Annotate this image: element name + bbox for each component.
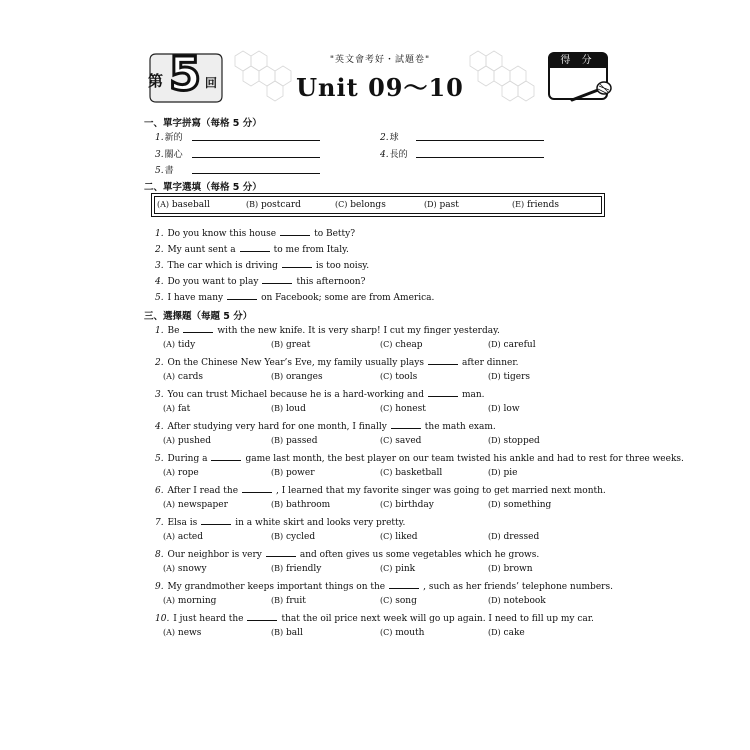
mcq-option[interactable]: (B) bathroom [271,500,331,510]
mcq-question-8: 8. Our neighbor is very and often gives us some vegetables which he grows. [155,550,540,560]
mcq-option[interactable]: (B) great [271,340,311,350]
answer-blank[interactable] [240,243,270,252]
item-number: 2. [380,133,389,143]
fill-sentence-2: 2. My aunt sent a to me from Italy. [155,245,349,255]
mcq-option[interactable]: (C) song [380,596,417,606]
mcq-option[interactable]: (B) friendly [271,564,322,574]
answer-blank[interactable] [242,484,272,493]
mcq-option[interactable]: (D) notebook [488,596,546,606]
mcq-option[interactable]: (A) cards [163,372,203,382]
mcq-question-9: 9. My grandmother keeps important things on the , such as her friends’ telephone numbers. [155,582,613,592]
mcq-question-6: 6. After I read the , I learned that my favorite singer was going to get married next month. [155,486,606,496]
spelling-answer-line-4[interactable] [416,157,544,158]
mcq-option[interactable]: (C) pink [380,564,416,574]
mcq-option[interactable]: (B) power [271,468,315,478]
fill-sentence-4: 4. Do you want to play this afternoon? [155,277,366,287]
unit-title: Unit 09～10 [296,73,464,102]
answer-blank[interactable] [428,356,458,365]
item-number: 1. [155,133,164,143]
mcq-question-1: 1. Be with the new knife. It is very sharp! I cut my finger yesterday. [155,326,500,336]
mcq-question-10: 10. I just heard the that the oil price next week will go up again. I need to fill up my car. [155,614,594,624]
mcq-option[interactable]: (B) passed [271,436,318,446]
answer-blank[interactable] [247,612,277,621]
spelling-item-5 [155,163,174,176]
mcq-option[interactable]: (D) stopped [488,436,540,446]
section2-title: 二、單字選填（每格 5 分） [144,182,262,193]
score-label: 得 分 [550,54,606,68]
mcq-option[interactable]: (D) low [488,404,520,414]
mcq-option[interactable]: (A) pushed [163,436,211,446]
answer-blank[interactable] [201,516,231,525]
mcq-option[interactable]: (A) morning [163,596,217,606]
mcq-option[interactable]: (A) acted [163,532,204,542]
section1-title: 一、單字拼寫（每格 5 分） [144,118,262,129]
mcq-option[interactable]: (B) fruit [271,596,306,606]
series-title: "英文會考好・試題卷" [329,55,431,65]
mcq-option[interactable]: (C) cheap [380,340,423,350]
item-number: 5. [155,166,164,176]
mcq-option[interactable]: (A) tidy [163,340,196,350]
fill-sentence-3: 3. The car which is driving is too noisy. [155,261,370,271]
section3-title: 三、選擇題（每題 5 分） [144,311,253,322]
item-label: 球 [389,133,399,143]
mcq-option[interactable]: (C) honest [380,404,426,414]
mcq-option[interactable]: (D) tigers [488,372,531,382]
spelling-item-3 [155,147,183,160]
word-bank-item: (E) friends [512,200,559,210]
mcq-question-3: 3. You can trust Michael because he is a hard-working and man. [155,390,485,400]
answer-blank[interactable] [389,580,419,589]
item-number: 4. [380,150,389,160]
word-bank-item: (D) past [424,200,459,210]
mcq-option[interactable]: (C) saved [380,436,422,446]
mcq-option[interactable]: (C) liked [380,532,418,542]
mcq-option[interactable]: (B) ball [271,628,303,638]
microphone-icon [568,80,614,104]
mcq-option[interactable]: (C) birthday [380,500,434,510]
mcq-option[interactable]: (A) fat [163,404,191,414]
mcq-option[interactable]: (D) pie [488,468,518,478]
round-prefix: 第 [148,72,164,90]
mcq-option[interactable]: (A) snowy [163,564,207,574]
spelling-item-1 [155,130,183,143]
answer-blank[interactable] [211,452,241,461]
mcq-option[interactable]: (C) basketball [380,468,443,478]
answer-blank[interactable] [428,388,458,397]
item-label: 關心 [164,150,183,160]
mcq-option[interactable]: (C) mouth [380,628,425,638]
fill-sentence-1: 1. Do you know this house to Betty? [155,229,356,239]
mcq-option[interactable]: (A) news [163,628,202,638]
spelling-item-4 [380,147,408,160]
mcq-question-7: 7. Elsa is in a white skirt and looks very pretty. [155,518,406,528]
spelling-answer-line-2[interactable] [416,140,544,141]
answer-blank[interactable] [391,420,421,429]
item-label: 長的 [389,150,408,160]
answer-blank[interactable] [227,291,257,300]
mcq-question-4: 4. After studying very hard for one month, I finally the math exam. [155,422,496,432]
mcq-option[interactable]: (A) newspaper [163,500,228,510]
answer-blank[interactable] [280,227,310,236]
fill-sentence-5: 5. I have many on Facebook; some are from America. [155,293,435,303]
mcq-option[interactable]: (B) cycled [271,532,316,542]
mcq-question-2: 2. On the Chinese New Year’s Eve, my family usually plays after dinner. [155,358,519,368]
answer-blank[interactable] [262,275,292,284]
mcq-option[interactable]: (D) careful [488,340,536,350]
mcq-option[interactable]: (D) dressed [488,532,540,542]
mcq-option[interactable]: (C) tools [380,372,418,382]
mcq-option[interactable]: (A) rope [163,468,199,478]
answer-blank[interactable] [282,259,312,268]
item-label: 新的 [164,133,183,143]
mcq-option[interactable]: (D) brown [488,564,533,574]
item-label: 書 [164,166,174,176]
spelling-answer-line-1[interactable] [192,140,320,141]
round-number: 5 [168,47,201,101]
word-bank-item: (A) baseball [157,200,210,210]
spelling-answer-line-3[interactable] [192,157,320,158]
word-bank-item: (C) belongs [335,200,386,210]
mcq-question-5: 5. During a game last month, the best player on our team twisted his ankle and had to rest for three weeks. [155,454,684,464]
round-suffix: 回 [205,76,218,90]
answer-blank[interactable] [183,324,213,333]
mcq-option[interactable]: (B) loud [271,404,306,414]
mcq-option[interactable]: (D) cake [488,628,525,638]
answer-blank[interactable] [266,548,296,557]
item-number: 3. [155,150,164,160]
mcq-option[interactable]: (D) something [488,500,552,510]
word-bank-item: (B) postcard [246,200,301,210]
mcq-option[interactable]: (B) oranges [271,372,323,382]
spelling-item-2 [380,130,399,143]
spelling-answer-line-5[interactable] [192,173,320,174]
